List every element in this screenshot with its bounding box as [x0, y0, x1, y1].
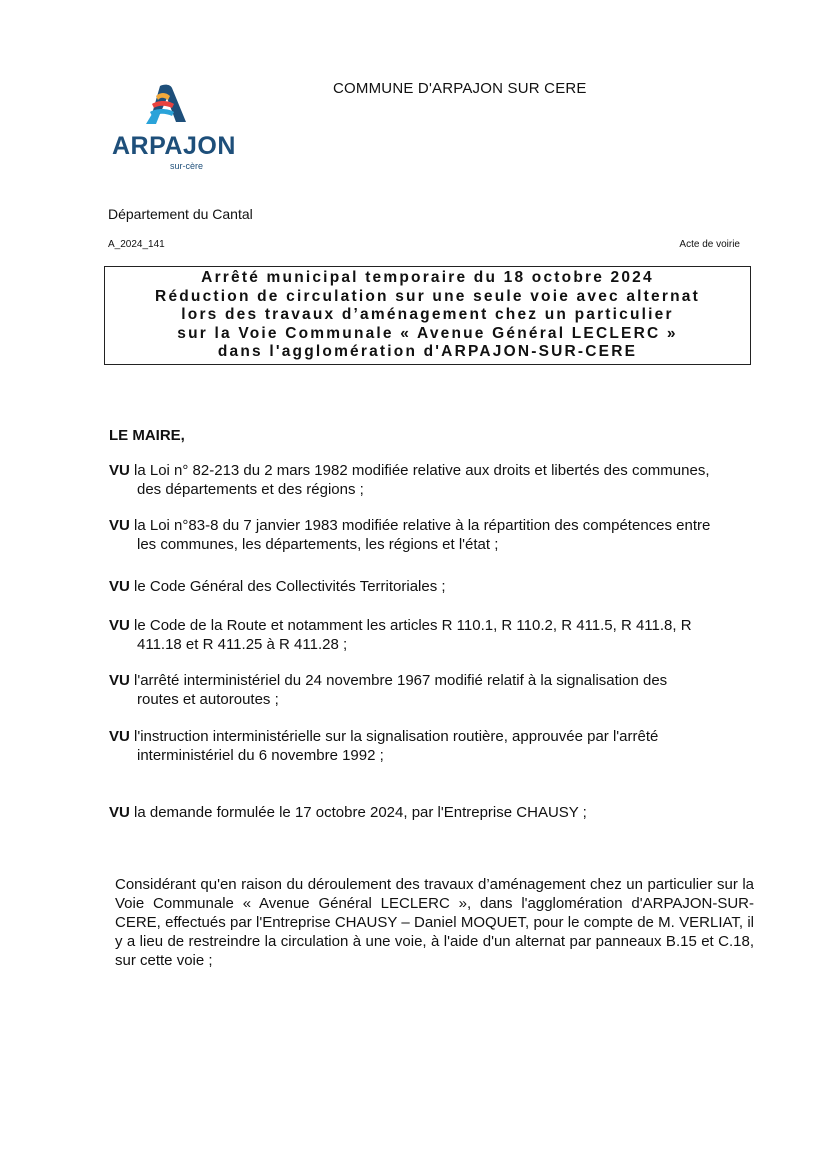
vu-keyword: VU	[109, 578, 130, 595]
vu-keyword: VU	[109, 728, 130, 745]
vu-item	[109, 577, 755, 596]
title-line: Arrêté municipal temporaire du 18 octobre 2024	[201, 269, 654, 287]
vu-item	[109, 727, 755, 765]
vu-item	[109, 516, 755, 554]
logo-wordmark: ARPAJON	[112, 132, 236, 160]
logo-subtitle: sur-cère	[170, 161, 204, 171]
vu-item	[109, 803, 755, 822]
title-line: sur la Voie Communale « Avenue Général LECLERC »	[177, 324, 678, 342]
title-box	[104, 266, 751, 365]
vu-text-cont: routes et autoroutes ;	[137, 691, 279, 708]
department: Département du Cantal	[108, 206, 253, 222]
vu-keyword: VU	[109, 617, 130, 634]
vu-text: l'instruction interministérielle sur la signalisation routière, approuvée par l'arrêté	[134, 728, 659, 745]
vu-text: la demande formulée le 17 octobre 2024, par l'Entreprise CHAUSY ;	[134, 804, 587, 821]
vu-text-cont: les communes, les départements, les régions et l'état ;	[137, 536, 499, 553]
vu-text-cont: interministériel du 6 novembre 1992 ;	[137, 747, 384, 764]
title-line: dans l'agglomération d'ARPAJON-SUR-CERE	[217, 343, 638, 361]
acte-type: Acte de voirie	[679, 239, 740, 250]
reference-number: A_2024_141	[108, 239, 165, 250]
vu-text: le Code Général des Collectivités Territoriales ;	[134, 578, 446, 595]
vu-item	[109, 461, 755, 499]
le-maire-heading: LE MAIRE,	[109, 427, 185, 444]
arpajon-logo-icon	[112, 82, 222, 134]
vu-item	[109, 616, 755, 654]
vu-keyword: VU	[109, 804, 130, 821]
vu-item	[109, 671, 755, 709]
title-line: Réduction de circulation sur une seule voie avec alternat	[155, 287, 700, 305]
vu-keyword: VU	[109, 672, 130, 689]
arpajon-logo	[112, 82, 236, 182]
considerant-paragraph: Considérant qu'en raison du déroulement des travaux d’aménagement chez un particulier sur la Voie Communale « Avenue Général LECLERC », dans l'agglomération d'ARPAJON-SUR-CERE, effectués par l'Entreprise CHAUSY – Daniel MOQUET, pour le compte de M. VERLIAT, il y a lieu de restreindre la circulation à une voie, à l'aide d'un alternat par panneaux B.15 et C.18, sur cette voie ;	[115, 876, 754, 969]
vu-text: la Loi n° 82-213 du 2 mars 1982 modifiée relative aux droits et libertés des communes,	[134, 462, 710, 479]
title-line: lors des travaux d’aménagement chez un particulier	[181, 306, 674, 324]
vu-text: le Code de la Route et notamment les articles R 110.1, R 110.2, R 411.5, R 411.8, R	[134, 617, 692, 634]
vu-keyword: VU	[109, 517, 130, 534]
vu-text: l'arrêté interministériel du 24 novembre 1967 modifié relatif à la signalisation des	[134, 672, 668, 689]
vu-text-cont: 411.18 et R 411.25 à R 411.28 ;	[137, 636, 348, 653]
vu-text: la Loi n°83-8 du 7 janvier 1983 modifiée relative à la répartition des compétences entre	[134, 517, 711, 534]
vu-text-cont: des départements et des régions ;	[137, 481, 364, 498]
vu-keyword: VU	[109, 462, 130, 479]
commune-name: COMMUNE D'ARPAJON SUR CERE	[333, 80, 587, 97]
